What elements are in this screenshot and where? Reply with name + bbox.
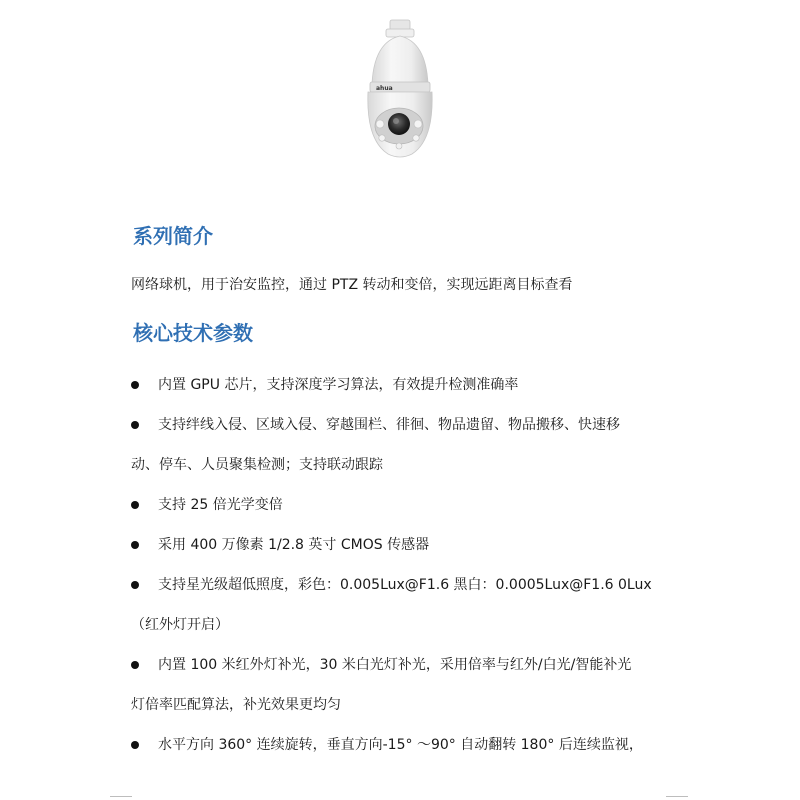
spec-item-line: 支持绊线入侵、区域入侵、穿越围栏、徘徊、物品遗留、物品搬移、快速移	[158, 417, 620, 433]
spec-item-line: （红外灯开启）	[131, 617, 229, 633]
bullet-icon	[131, 581, 139, 589]
bullet-icon	[131, 661, 139, 669]
spec-item-line: 采用 400 万像素 1/2.8 英寸 CMOS 传感器	[158, 537, 430, 553]
spec-item-line: 水平方向 360° 连续旋转，垂直方向-15° ～90° 自动翻转 180° 后连续监视，	[158, 737, 643, 753]
bullet-icon	[131, 421, 139, 429]
spec-item-line: 支持 25 倍光学变倍	[158, 497, 283, 513]
spec-item-line: 内置 GPU 芯片，支持深度学习算法，有效提升检测准确率	[158, 377, 519, 393]
core-specs-heading: 核心技术参数	[133, 321, 253, 345]
page-corner-mark-left	[110, 796, 132, 797]
spec-item-line: 内置 100 米红外灯补光，30 米白光灯补光，采用倍率与红外/白光/智能补光	[158, 657, 632, 673]
spec-item-line: 灯倍率匹配算法，补光效果更均匀	[131, 697, 341, 713]
spec-item-line: 动、停车、人员聚集检测；支持联动跟踪	[131, 457, 383, 473]
bullet-icon	[131, 501, 139, 509]
page-corner-mark-right	[666, 796, 688, 797]
bullet-icon	[131, 741, 139, 749]
series-intro-text: 网络球机，用于治安监控，通过 PTZ 转动和变倍，实现远距离目标查看	[131, 277, 573, 293]
bullet-icon	[131, 381, 139, 389]
series-intro-heading: 系列简介	[133, 224, 213, 248]
spec-item-line: 支持星光级超低照度，彩色：0.005Lux@F1.6 黑白：0.0005Lux@F1.6 0Lux	[158, 577, 652, 593]
brand-logo: ahua	[376, 85, 393, 92]
bullet-icon	[131, 541, 139, 549]
camera-product-image	[352, 14, 448, 164]
